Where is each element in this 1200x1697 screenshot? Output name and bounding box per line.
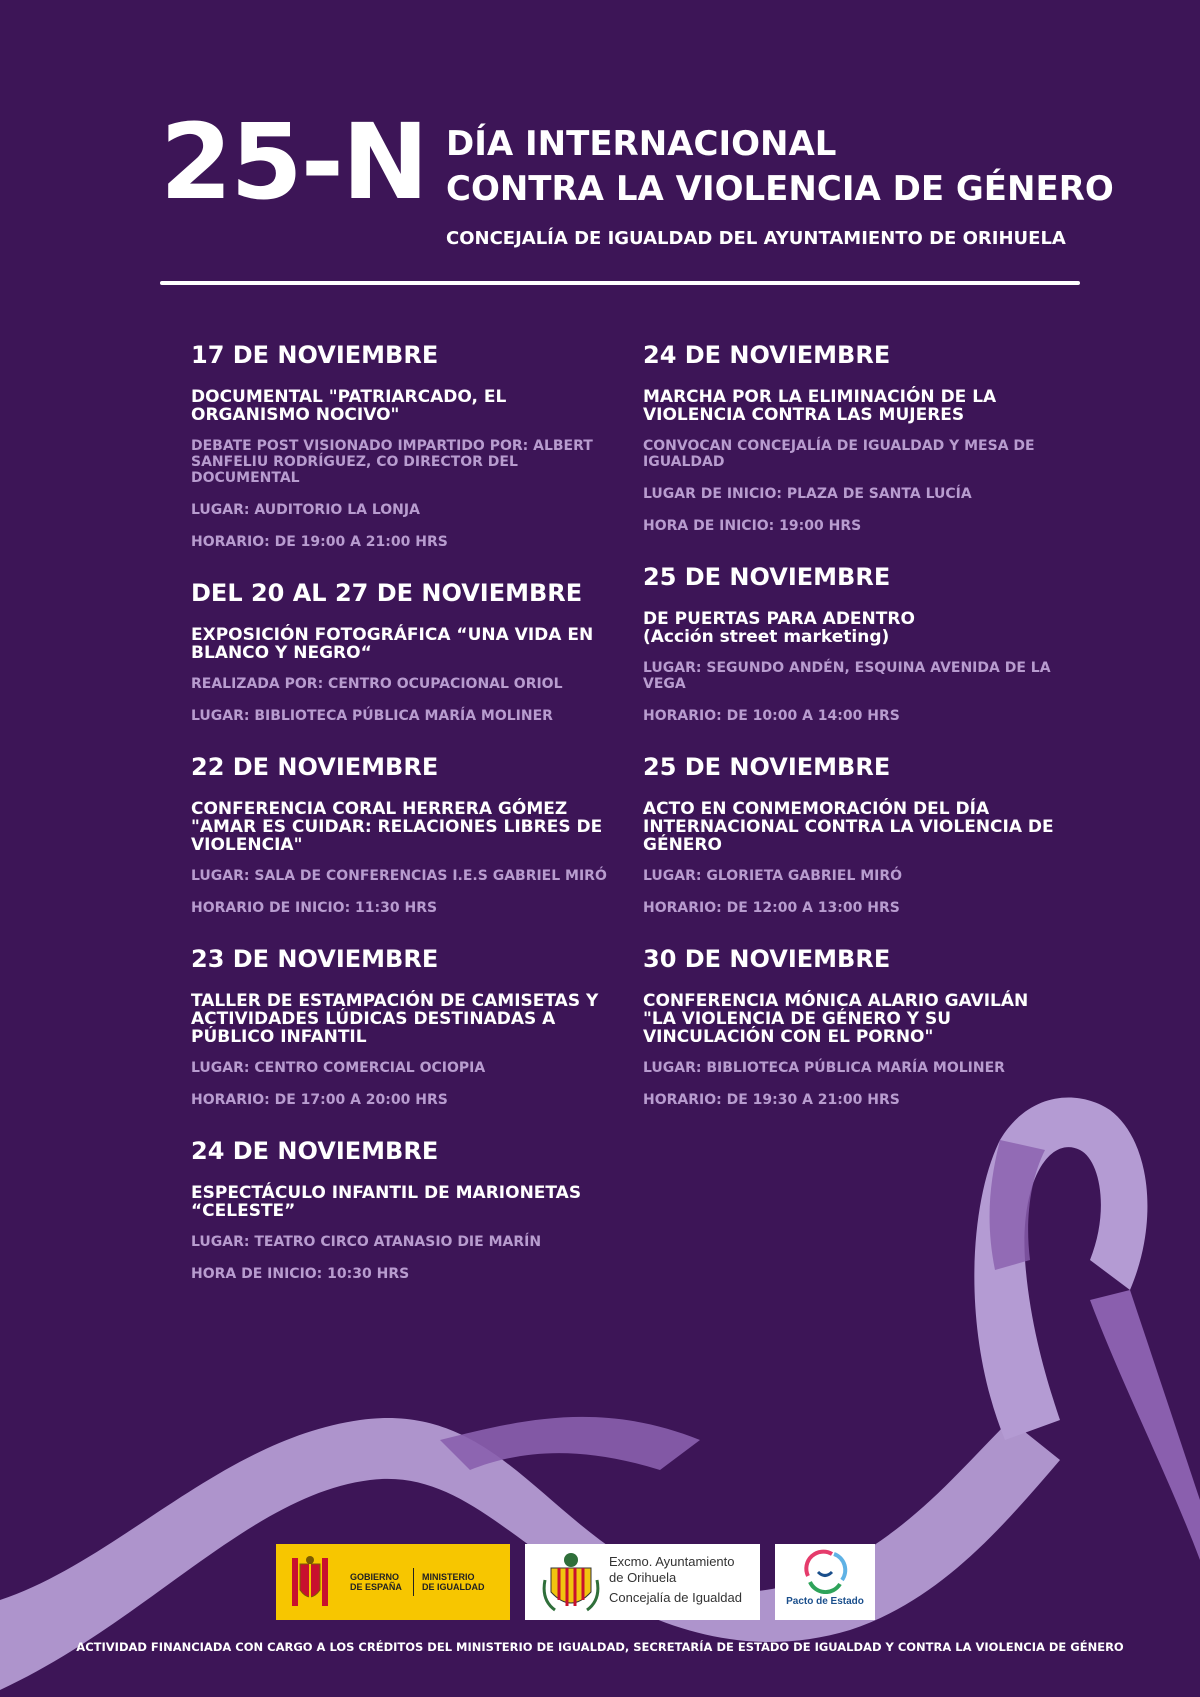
event-item (643, 340, 1063, 534)
event-title: ACTO EN CONMEMORACIÓN DEL DÍA INTERNACIONAL CONTRA LA VIOLENCIA DE GÉNERO (643, 799, 1054, 855)
event-detail: REALIZADA POR: CENTRO OCUPACIONAL ORIOL (191, 676, 563, 692)
ayuntamiento-label: Excmo. Ayuntamiento de Orihuela Concejalía de Igualdad (609, 1554, 742, 1605)
orihuela-crest-icon (541, 1550, 601, 1614)
event-title: EXPOSICIÓN FOTOGRÁFICA “UNA VIDA EN BLANCO Y NEGRO“ (191, 625, 594, 663)
event-title: DE PUERTAS PARA ADENTRO (Acción street marketing) (643, 609, 915, 647)
pacto-circle-icon (800, 1548, 850, 1594)
title-line-1: DÍA INTERNACIONAL (446, 124, 837, 164)
event-date: 25 DE NOVIEMBRE (643, 753, 891, 781)
page-title (446, 122, 1114, 212)
event-detail: HORARIO: DE 19:30 A 21:00 HRS (643, 1092, 900, 1108)
event-detail: HORARIO: DE 19:00 A 21:00 HRS (191, 534, 448, 550)
event-detail: LUGAR: SEGUNDO ANDÉN, ESQUINA AVENIDA DE LA VEGA (643, 660, 1051, 692)
event-date: 23 DE NOVIEMBRE (191, 945, 439, 973)
ministerio-label: MINISTERIO DE IGUALDAD (422, 1572, 485, 1592)
event-detail: LUGAR: CENTRO COMERCIAL OCIOPIA (191, 1060, 486, 1076)
event-date: 22 DE NOVIEMBRE (191, 753, 439, 781)
funding-footer: ACTIVIDAD FINANCIADA CON CARGO A LOS CRÉDITOS DEL MINISTERIO DE IGUALDAD, SECRETARÍA DE ESTADO DE IGUALDAD Y CONTRA LA VIOLENCIA DE GÉNERO (76, 1640, 1124, 1654)
event-item (191, 752, 611, 916)
event-date: 24 DE NOVIEMBRE (191, 1137, 439, 1165)
event-detail: DEBATE POST VISIONADO IMPARTIDO POR: ALBERT SANFELIU RODRÍGUEZ, CO DIRECTOR DEL DOCUMENTAL (191, 438, 593, 486)
event-detail: LUGAR: GLORIETA GABRIEL MIRÓ (643, 868, 903, 884)
header-divider (160, 281, 1080, 285)
event-code-title: 25-N (160, 101, 427, 223)
event-detail: HORARIO: DE 10:00 A 14:00 HRS (643, 708, 900, 724)
event-title: MARCHA POR LA ELIMINACIÓN DE LA VIOLENCIA CONTRA LAS MUJERES (643, 387, 997, 425)
event-title: ESPECTÁCULO INFANTIL DE MARIONETAS “CELESTE” (191, 1183, 582, 1221)
left-event-column (191, 340, 611, 1310)
logo-divider (413, 1568, 414, 1596)
event-detail: CONVOCAN CONCEJALÍA DE IGUALDAD Y MESA DE IGUALDAD (643, 438, 1035, 470)
event-date: 25 DE NOVIEMBRE (643, 563, 891, 591)
event-detail: HORARIO: DE 17:00 A 20:00 HRS (191, 1092, 448, 1108)
event-title: TALLER DE ESTAMPACIÓN DE CAMISETAS Y ACTIVIDADES LÚDICAS DESTINADAS A PÚBLICO INFANTIL (191, 991, 599, 1047)
event-date: 24 DE NOVIEMBRE (643, 341, 891, 369)
spain-coat-of-arms-icon (290, 1554, 330, 1610)
event-date: DEL 20 AL 27 DE NOVIEMBRE (191, 579, 583, 607)
event-item (191, 340, 611, 550)
event-item (643, 562, 1063, 724)
gobierno-espana-logo (276, 1544, 510, 1620)
event-detail: LUGAR: SALA DE CONFERENCIAS I.E.S GABRIEL MIRÓ (191, 868, 607, 884)
event-item (191, 944, 611, 1108)
event-item (643, 944, 1063, 1108)
event-date: 30 DE NOVIEMBRE (643, 945, 891, 973)
event-detail: LUGAR: AUDITORIO LA LONJA (191, 502, 420, 518)
event-title: CONFERENCIA CORAL HERRERA GÓMEZ "AMAR ES CUIDAR: RELACIONES LIBRES DE VIOLENCIA" (191, 799, 603, 855)
pacto-de-estado-logo (775, 1544, 875, 1620)
event-item (191, 578, 611, 724)
event-detail: HORARIO DE INICIO: 11:30 HRS (191, 900, 438, 916)
event-item (191, 1136, 611, 1282)
pacto-label: Pacto de Estado (786, 1596, 864, 1607)
event-item (643, 752, 1063, 916)
event-date: 17 DE NOVIEMBRE (191, 341, 439, 369)
event-title: DOCUMENTAL "PATRIARCADO, EL ORGANISMO NOCIVO" (191, 387, 507, 425)
event-detail: LUGAR DE INICIO: PLAZA DE SANTA LUCÍA (643, 486, 972, 502)
event-detail: HORARIO: DE 12:00 A 13:00 HRS (643, 900, 900, 916)
organizer-subtitle: CONCEJALÍA DE IGUALDAD DEL AYUNTAMIENTO DE ORIHUELA (446, 228, 1066, 249)
sponsor-logos (0, 1544, 1200, 1622)
event-detail: HORA DE INICIO: 10:30 HRS (191, 1266, 410, 1282)
title-line-2: CONTRA LA VIOLENCIA DE GÉNERO (446, 169, 1114, 209)
right-event-column (643, 340, 1063, 1136)
event-detail: LUGAR: TEATRO CIRCO ATANASIO DIE MARÍN (191, 1234, 542, 1250)
ayuntamiento-orihuela-logo (525, 1544, 760, 1620)
event-detail: LUGAR: BIBLIOTECA PÚBLICA MARÍA MOLINER (191, 708, 553, 724)
gobierno-label: GOBIERNO DE ESPAÑA (350, 1572, 402, 1592)
event-detail: LUGAR: BIBLIOTECA PÚBLICA MARÍA MOLINER (643, 1060, 1005, 1076)
event-detail: HORA DE INICIO: 19:00 HRS (643, 518, 862, 534)
event-title: CONFERENCIA MÓNICA ALARIO GAVILÁN "LA VIOLENCIA DE GÉNERO Y SU VINCULACIÓN CON EL PORNO" (643, 991, 1029, 1047)
